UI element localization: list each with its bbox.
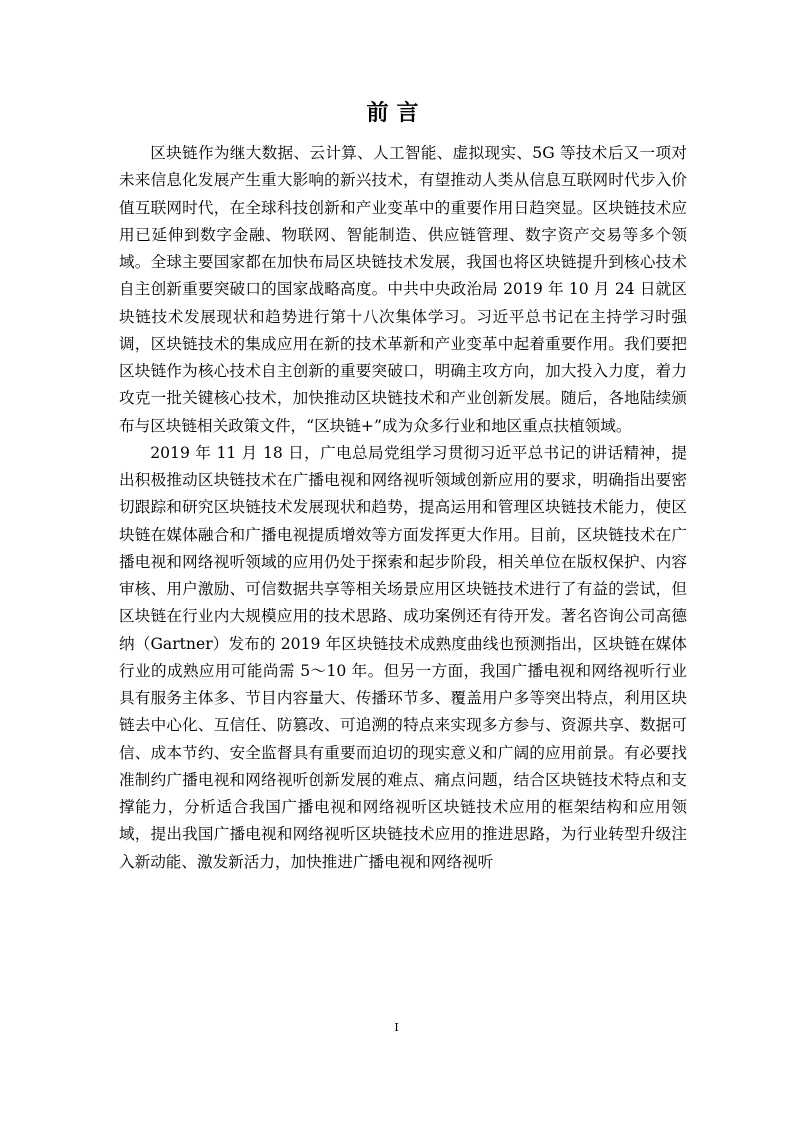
document-body	[119, 140, 687, 876]
page-title: 前言	[366, 101, 427, 126]
page-number: I	[394, 1021, 399, 1034]
paragraph-2: 2019 年 11 月 18 日，广电总局党组学习贯彻习近平总书记的讲话精神，提出积极推动区块链技术在广播电视和网络视听领域创新应用的要求，明确指出要密切跟踪和研究区块链技术发展现状和趋势，提高运用和管理区块链技术能力，使区块链在媒体融合和广播电视提质增效等方面发挥更大作用。目前，区块链技术在广播电视和网络视听领域的应用仍处于探索和起步阶段，相关单位在版权保护、内容审核、用户激励、可信数据共享等相关场景应用区块链技术进行了有益的尝试，但区块链在行业内大规模应用的技术思路、成功案例还有待开发。著名咨询公司高德纳（Gartner）发布的 2019 年区块链技术成熟度曲线也预测指出，区块链在媒体行业的成熟应用可能尚需 5～10 年。但另一方面，我国广播电视和网络视听行业具有服务主体多、节目内容量大、传播环节多、覆盖用户多等突出特点，利用区块链去中心化、互信任、防篡改、可追溯的特点来实现多方参与、资源共享、数据可信、成本节约、安全监督具有重要而迫切的现实意义和广阔的应用前景。有必要找准制约广播电视和网络视听创新发展的难点、痛点问题，结合区块链技术特点和支撑能力，分析适合我国广播电视和网络视听区块链技术应用的框架结构和应用领域，提出我国广播电视和网络视听区块链技术应用的推进思路，为行业转型升级注入新动能、激发新活力，加快推进广播电视和网络视听	[119, 443, 687, 871]
paragraph-1: 区块链作为继大数据、云计算、人工智能、虚拟现实、5G 等技术后又一项对未来信息化发展产生重大影响的新兴技术，有望推动人类从信息互联网时代步入价值互联网时代，在全球科技创新和产业变革中的重要作用日趋突显。区块链技术应用已延伸到数字金融、物联网、智能制造、供应链管理、数字资产交易等多个领域。全球主要国家都在加快布局区块链技术发展，我国也将区块链提升到核心技术自主创新重要突破口的国家战略高度。中共中央政治局 2019 年 10 月 24 日就区块链技术发展现状和趋势进行第十八次集体学习。习近平总书记在主持学习时强调，区块链技术的集成应用在新的技术革新和产业变革中起着重要作用。我们要把区块链作为核心技术自主创新的重要突破口，明确主攻方向，加大投入力度，着力攻克一批关键核心技术，加快推动区块链技术和产业创新发展。随后，各地陆续颁布与区块链相关政策文件，“区块链+”成为众多行业和地区重点扶植领域。	[119, 144, 687, 435]
